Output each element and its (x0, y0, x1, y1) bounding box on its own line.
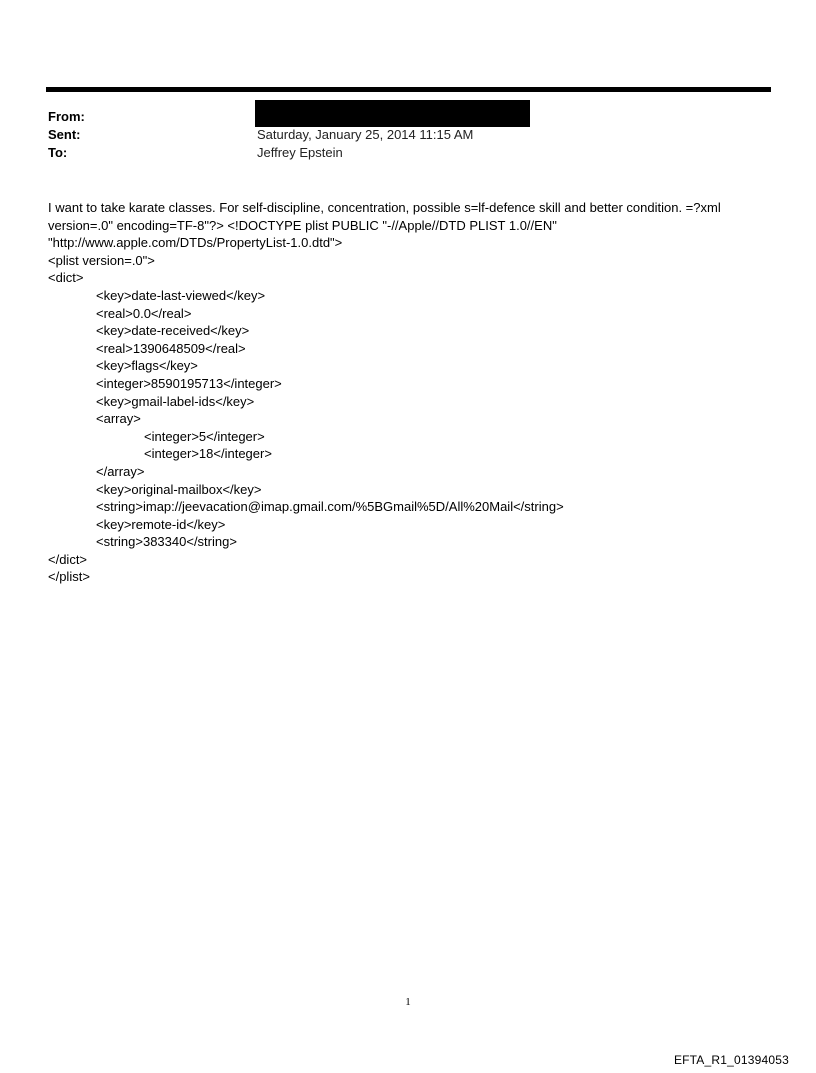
from-label: From: (48, 109, 85, 124)
to-row (48, 144, 768, 162)
body-line: <real>1390648509</real> (96, 340, 246, 356)
document-id: EFTA_R1_01394053 (673, 1053, 789, 1067)
body-line: <key>gmail-label-ids</key> (96, 393, 255, 409)
body-line: <key>date-received</key> (96, 323, 250, 339)
body-line: </array> (96, 463, 145, 479)
body-line: <integer>18</integer> (144, 446, 272, 462)
email-header (48, 108, 768, 162)
body-line: <integer>5</integer> (144, 428, 265, 444)
body-intro: I want to take karate classes. For self-discipline, concentration, possible s=lf-defence skill and better condition. =?xml version=.0" encoding=TF-8"?> <!DOCTYPE plist PUBLIC "-//Apple//DTD PLIST 1.0//EN" "http://www.apple.com/DTDs/PropertyList-1.0.dtd"> (48, 200, 721, 251)
to-value: Jeffrey Epstein (257, 145, 343, 160)
to-label: To: (48, 145, 68, 160)
body-line: <string>imap://jeevacation@imap.gmail.com/%5BGmail%5D/All%20Mail</string> (96, 499, 564, 515)
from-row (48, 108, 768, 126)
body-line: </plist> (48, 569, 90, 585)
body-line: <dict> (48, 270, 84, 286)
body-line: </dict> (48, 551, 88, 567)
body-line: <plist version=.0"> (48, 252, 155, 268)
sent-label: Sent: (48, 127, 81, 142)
redaction-bar (255, 100, 530, 127)
sent-value: Saturday, January 25, 2014 11:15 AM (257, 127, 474, 142)
body-line: <integer>8590195713</integer> (96, 375, 282, 391)
body-line: <key>date-last-viewed</key> (96, 287, 266, 303)
header-rule (46, 87, 771, 92)
sent-row (48, 126, 768, 144)
body-line: <key>flags</key> (96, 358, 198, 374)
body-line: <string>383340</string> (96, 534, 237, 550)
page-number: 1 (405, 996, 411, 1008)
body-line: <array> (96, 411, 141, 427)
body-line: <key>original-mailbox</key> (96, 481, 262, 497)
body-line: <key>remote-id</key> (96, 516, 226, 532)
body-line: <real>0.0</real> (96, 305, 192, 321)
email-body (48, 199, 768, 586)
